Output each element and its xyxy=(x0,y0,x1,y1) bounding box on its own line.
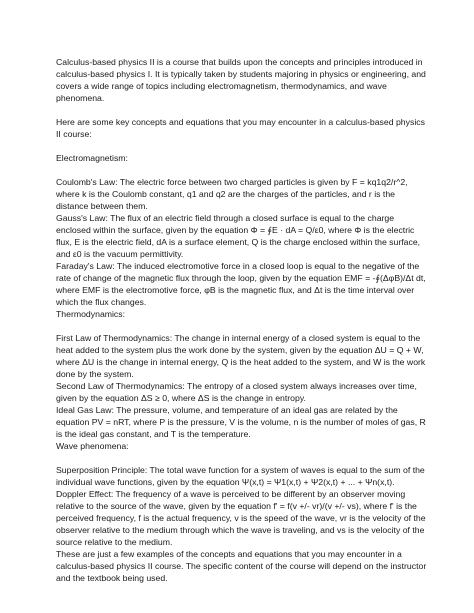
intro-paragraph: Calculus-based physics II is a course that builds upon the concepts and principles introduced in calculus-based physics I. It is typically taken by students majoring in physics or engineering, and covers a wide range of topics including electromagnetism, thermodynamics, and wave phenomena. xyxy=(56,57,426,103)
ideal-gas-law-item: Ideal Gas Law: The pressure, volume, and temperature of an ideal gas are related by the equation PV = nRT, where P is the pressure, V is the volume, n is the number of moles of gas, R is the ideal gas constant, and T is the temperature. xyxy=(56,405,426,439)
wave-phenomena-heading: Wave phenomena: xyxy=(56,441,129,451)
coulombs-law-item: Coulomb's Law: The electric force between two charged particles is given by F = kq1q2/r^2, where k is the Coulomb constant, q1 and q2 are the charges of the particles, and r is the distance between them. xyxy=(56,177,408,211)
gauss-law-item: Gauss's Law: The flux of an electric field through a closed surface is equal to the charge enclosed within the surface, given by the equation Φ = ∮E · dA = Q/ε0, where Φ is the electric flux, E is the electric field, dA is a surface element, Q is the charge enclosed within the surface, and ε0 is the vacuum permittivity. xyxy=(56,213,421,259)
thermodynamics-heading: Thermodynamics: xyxy=(56,309,126,319)
doppler-effect-item: Doppler Effect: The frequency of a wave is perceived to be different by an observer moving relative to the source of the wave, given by the equation f' = f(v +/- vr)/(v +/- vs), where f' is the perceived frequency, f is the actual frequency, v is the speed of the wave, vr is the velocity of the observer relative to the medium through which the wave is traveling, and vs is the velocity of the source relative to the medium. xyxy=(56,489,426,547)
electromagnetism-heading: Electromagnetism: xyxy=(56,153,128,163)
faraday-law-item: Faraday's Law: The induced electromotive force in a closed loop is equal to the negative of the rate of change of the magnetic flux through the loop, given by the equation EMF = -∮(ΔφB)/Δt dt, where EMF is the electromotive force, φB is the magnetic flux, and Δt is the time interval over which the flux changes. xyxy=(56,261,426,307)
second-law-item: Second Law of Thermodynamics: The entropy of a closed system always increases over time, given by the equation ΔS ≥ 0, where ΔS is the change in entropy. xyxy=(56,381,417,403)
document-body xyxy=(56,56,428,584)
lead-paragraph: Here are some key concepts and equations that you may encounter in a calculus-based physics II course: xyxy=(56,117,425,139)
closing-paragraph: These are just a few examples of the concepts and equations that you may encounter in a calculus-based physics II course. The specific content of the course will depend on the instructor and the textbook being used. xyxy=(56,549,427,583)
first-law-item: First Law of Thermodynamics: The change in internal energy of a closed system is equal to the heat added to the system plus the work done by the system, given by the equation ΔU = Q + W, where ΔU is the change in internal energy, Q is the heat added to the system, and W is the work done by the system. xyxy=(56,333,426,379)
superposition-item: Superposition Principle: The total wave function for a system of waves is equal to the sum of the individual wave functions, given by the equation Ψ(x,t) = Ψ1(x,t) + Ψ2(x,t) + ... + Ψn(x,t). xyxy=(56,465,425,487)
